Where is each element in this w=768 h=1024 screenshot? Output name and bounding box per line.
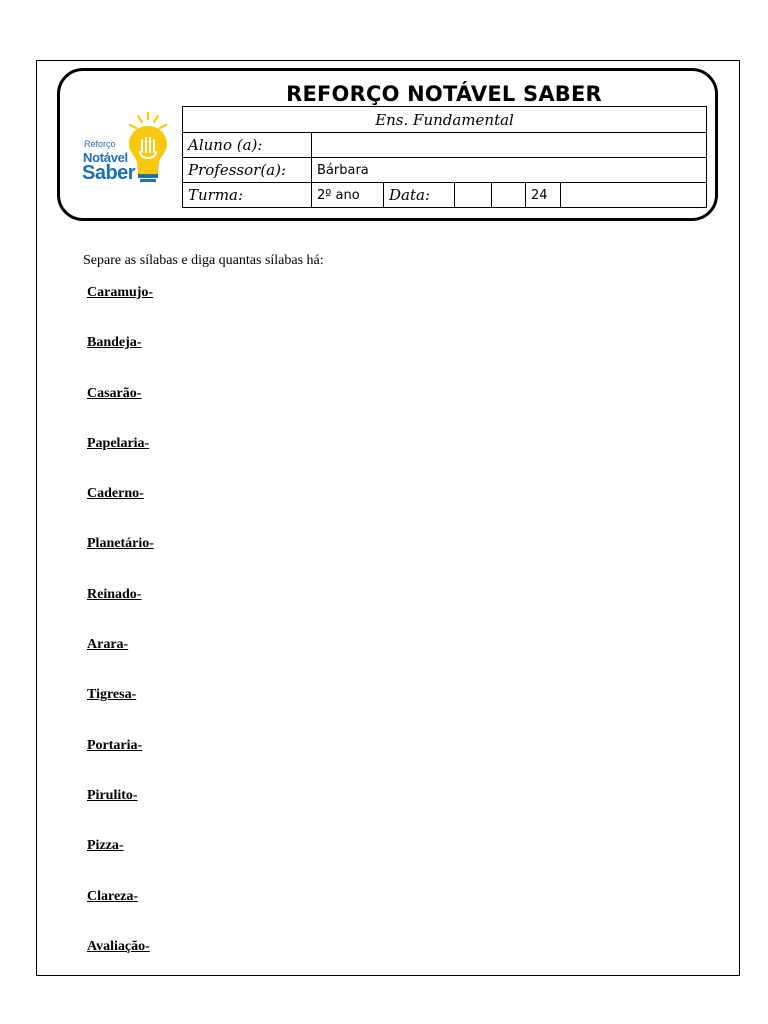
teacher-name-field[interactable]: Bárbara xyxy=(312,158,707,183)
student-label: Aluno (a): xyxy=(183,133,312,158)
logo-text-line2: Notável xyxy=(83,150,128,165)
word-item: Bandeja- xyxy=(87,335,142,351)
word-list xyxy=(87,285,154,989)
brand-logo xyxy=(80,112,176,192)
word-item: Caramujo- xyxy=(87,285,154,300)
logo-text-line1: Reforço xyxy=(84,139,116,149)
student-name-field[interactable] xyxy=(312,133,707,158)
date-day-field[interactable] xyxy=(455,183,492,208)
worksheet-title: REFORÇO NOTÁVEL SABER xyxy=(286,82,602,106)
student-info-table xyxy=(182,106,707,208)
teacher-label: Professor(a): xyxy=(183,158,312,183)
word-item: Pizza- xyxy=(87,838,124,854)
word-item: Tigresa- xyxy=(87,687,137,703)
class-label: Turma: xyxy=(183,183,312,208)
date-month-field[interactable] xyxy=(492,183,526,208)
word-item: Casarão- xyxy=(87,385,142,401)
word-item: Pirulito- xyxy=(87,787,138,803)
class-field[interactable]: 2º ano xyxy=(312,183,384,208)
word-item: Planetário- xyxy=(87,536,154,552)
education-level: Ens. Fundamental xyxy=(183,107,707,133)
word-item: Arara- xyxy=(87,637,129,653)
logo-text-line3: Saber xyxy=(82,162,136,184)
word-item: Caderno- xyxy=(87,486,144,502)
word-item: Portaria- xyxy=(87,737,143,753)
word-item: Clareza- xyxy=(87,888,139,904)
word-item: Reinado- xyxy=(87,586,142,602)
word-item: Avaliação- xyxy=(87,938,150,954)
instruction-text: Separe as sílabas e diga quantas sílabas há: xyxy=(83,253,324,268)
date-extra-cell xyxy=(561,183,707,208)
word-item: Papelaria- xyxy=(87,435,150,451)
date-year-field[interactable]: 24 xyxy=(526,183,561,208)
date-label: Data: xyxy=(384,183,455,208)
